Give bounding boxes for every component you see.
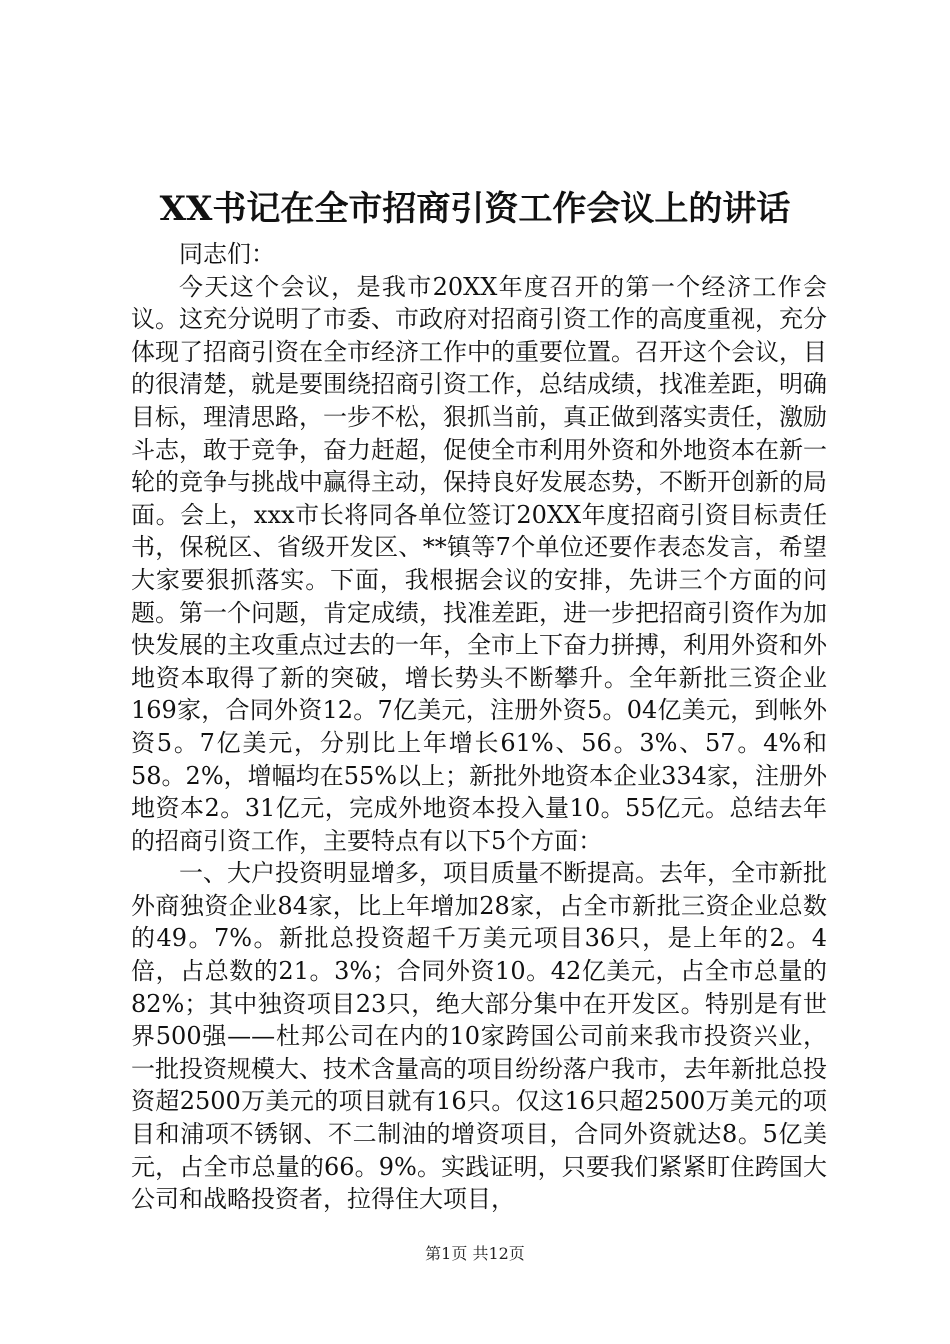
greeting: 同志们： — [179, 240, 275, 268]
paragraph: 一、大户投资明显增多，项目质量不断提高。去年，全市新批外商独资企业84家，比上年增加28家，占全市新批三资企业总数的49。7%。新批总投资超千万美元项目36只，是上年的2。4倍，占总数的21。3%；合同外资10。42亿美元，占全市总量的82%；其中独资项目23只，绝大部分集中在开发区。特别是有世界500强——杜邦公司在内的10家跨国公司前来我市投资兴业，一批投资规模大、技术含量高的项目纷纷落户我市，去年新批总投资超2500万美元的项目就有16只。仅这16只超2500万美元的项目和浦项不锈钢、不二制油的增资项目，合同外资就达8。5亿美元，占全市总量的66。9%。实践证明，只要我们紧紧盯住跨国大公司和战略投资者，拉得住大项目， — [131, 859, 827, 1214]
document-title: XX书记在全市招商引资工作会议上的讲话 — [159, 189, 791, 229]
page-footer: 第1页 共12页 — [425, 1244, 525, 1263]
paragraph: 今天这个会议，是我市20XX年度召开的第一个经济工作会议。这充分说明了市委、市政府对招商引资工作的高度重视，充分体现了招商引资在全市经济工作中的重要位置。召开这个会议，目的很清楚，就是要围绕招商引资工作，总结成绩，找准差距，明确目标，理清思路，一步不松，狠抓当前，真正做到落实责任，激励斗志，敢于竞争，奋力赶超，促使全市利用外资和外地资本在新一轮的竞争与挑战中赢得主动，保持良好发展态势，不断开创新的局面。会上，xxx市长将同各单位签订20XX年度招商引资目标责任书，保税区、省级开发区、**镇等7个单位还要作表态发言，希望大家要狠抓落实。下面，我根据会议的安排，先讲三个方面的问题。第一个问题，肯定成绩，找准差距，进一步把招商引资作为加快发展的主攻重点过去的一年，全市上下奋力拼搏，利用外资和外地资本取得了新的突破，增长势头不断攀升。全年新批三资企业169家，合同外资12。7亿美元，注册外资5。04亿美元，到帐外资5。7亿美元，分别比上年增长61%、56。3%、57。4%和58。2%，增幅均在55%以上；新批外地资本企业334家，注册外地资本2。31亿元，完成外地资本投入量10。55亿元。总结去年的招商引资工作，主要特点有以下5个方面： — [131, 272, 827, 855]
document-body — [131, 238, 827, 1216]
